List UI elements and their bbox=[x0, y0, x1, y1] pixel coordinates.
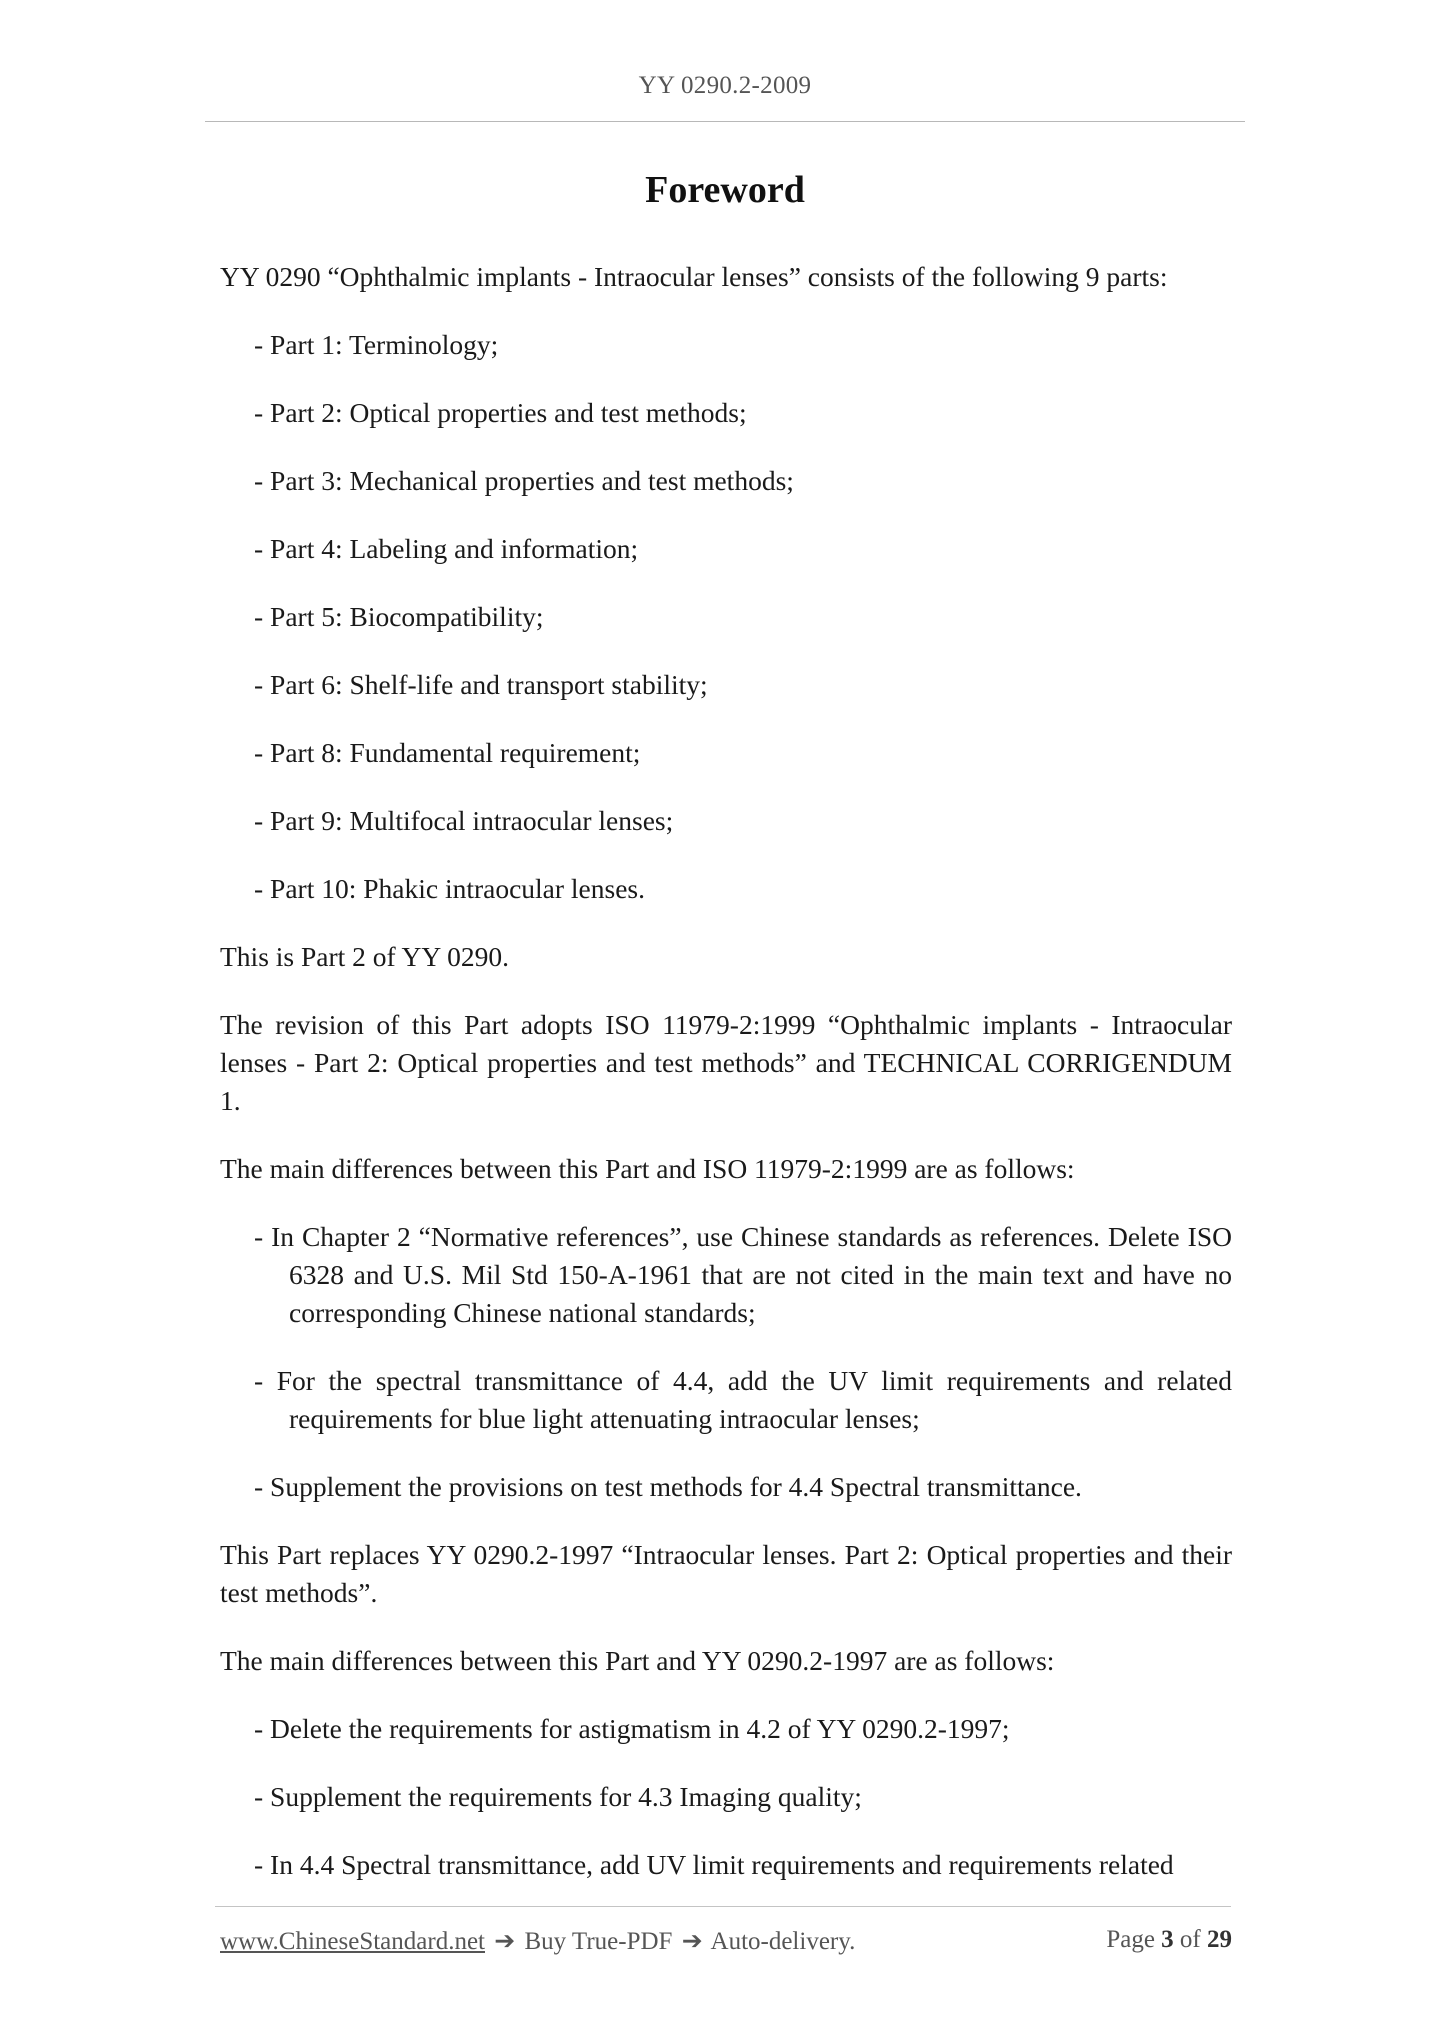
list-item: - For the spectral transmittance of 4.4, add the UV limit requirements and related requirements for blue light attenuating intraocular lenses; bbox=[254, 1365, 1232, 1434]
document-body bbox=[220, 258, 1232, 1884]
footer-promo bbox=[220, 1926, 855, 1956]
delivery-text: Auto-delivery. bbox=[710, 1928, 856, 1955]
list-item: - Supplement the provisions on test methods for 4.4 Spectral transmittance. bbox=[254, 1471, 1082, 1502]
list-item: - Part 5: Biocompatibility; bbox=[254, 601, 544, 632]
list-item: - Part 10: Phakic intraocular lenses. bbox=[254, 873, 646, 904]
list-item: - Part 4: Labeling and information; bbox=[254, 533, 639, 564]
current-page: 3 bbox=[1161, 1926, 1174, 1953]
parts-list bbox=[220, 326, 1232, 908]
list-item: - Part 9: Multifocal intraocular lenses; bbox=[254, 805, 674, 836]
arrow-right-icon: ➔ bbox=[681, 1928, 703, 1955]
old-differences-list bbox=[220, 1710, 1232, 1884]
list-item: - Delete the requirements for astigmatism in 4.2 of YY 0290.2-1997; bbox=[254, 1713, 1010, 1744]
iso-differences-list bbox=[220, 1218, 1232, 1506]
footer-divider bbox=[215, 1906, 1231, 1907]
old-differences-intro: The main differences between this Part and YY 0290.2-1997 are as follows: bbox=[220, 1645, 1055, 1676]
page-number bbox=[1106, 1926, 1232, 1954]
list-item: - Supplement the requirements for 4.3 Imaging quality; bbox=[254, 1781, 862, 1812]
list-item: - In 4.4 Spectral transmittance, add UV limit requirements and requirements related bbox=[254, 1849, 1174, 1880]
replaces-paragraph: This Part replaces YY 0290.2-1997 “Intraocular lenses. Part 2: Optical properties and their test methods”. bbox=[220, 1539, 1232, 1608]
website-link[interactable]: www.ChineseStandard.net bbox=[220, 1928, 485, 1955]
page-title: Foreword bbox=[645, 169, 805, 211]
list-item: - Part 8: Fundamental requirement; bbox=[254, 737, 641, 768]
this-part-paragraph: This is Part 2 of YY 0290. bbox=[220, 941, 509, 972]
list-item: - Part 6: Shelf-life and transport stability; bbox=[254, 669, 708, 700]
iso-differences-intro: The main differences between this Part and ISO 11979-2:1999 are as follows: bbox=[220, 1153, 1075, 1184]
page-label: Page bbox=[1106, 1926, 1155, 1953]
header-divider bbox=[205, 121, 1245, 122]
list-item: - Part 2: Optical properties and test methods; bbox=[254, 397, 747, 428]
list-item: - In Chapter 2 “Normative references”, use Chinese standards as references. Delete ISO 6328 and U.S. Mil Std 150-A-1961 that are not cited in the main text and have no corresponding Chinese national standards; bbox=[254, 1221, 1232, 1328]
total-pages: 29 bbox=[1207, 1926, 1232, 1953]
buy-pdf-text: Buy True-PDF bbox=[524, 1928, 673, 1955]
arrow-right-icon: ➔ bbox=[494, 1928, 516, 1955]
page-header-doc-id: YY 0290.2-2009 bbox=[638, 72, 812, 99]
page-of-label: of bbox=[1179, 1926, 1201, 1953]
revision-paragraph: The revision of this Part adopts ISO 11979-2:1999 “Ophthalmic implants - Intraocular lenses - Part 2: Optical properties and test methods” and TECHNICAL CORRIGENDUM 1. bbox=[220, 1009, 1232, 1116]
list-item: - Part 3: Mechanical properties and test methods; bbox=[254, 465, 794, 496]
intro-paragraph: YY 0290 “Ophthalmic implants - Intraocular lenses” consists of the following 9 parts: bbox=[220, 261, 1168, 292]
list-item: - Part 1: Terminology; bbox=[254, 329, 499, 360]
